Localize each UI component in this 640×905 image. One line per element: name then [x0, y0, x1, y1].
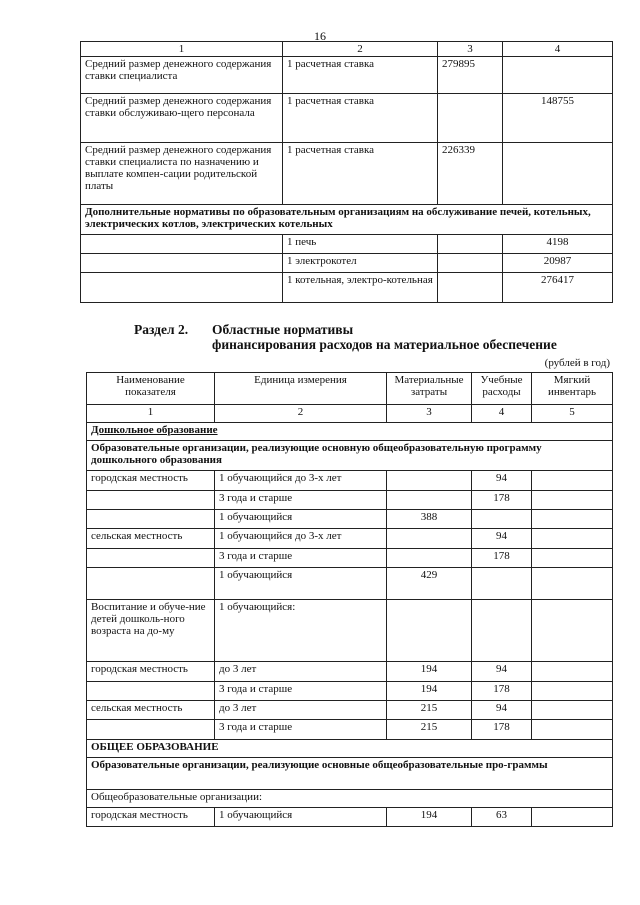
row-unit: 3 года и старше — [215, 720, 387, 740]
row-label: Средний размер денежного содержания ставки специалиста — [81, 57, 283, 94]
row-value — [532, 510, 613, 529]
row-value: 388 — [387, 510, 472, 529]
header-cell: Учебные расходы — [472, 373, 532, 405]
subheading: Дополнительные нормативы по образовательным организациям на обслуживание печей, котельных, электрических котлов, электрических котельных — [81, 205, 613, 235]
row-value: 94 — [472, 662, 532, 682]
row-label — [87, 720, 215, 740]
general-sub: Общеобразовательные организации: — [87, 790, 613, 808]
row-label: сельская местность — [87, 701, 215, 720]
row-value: 94 — [472, 471, 532, 491]
row-value: 194 — [387, 682, 472, 701]
row-value — [532, 600, 613, 662]
row-value — [438, 94, 503, 143]
row-value — [438, 254, 503, 273]
section-title-line1: Областные нормативы — [212, 322, 354, 337]
row-value: 4198 — [503, 235, 613, 254]
row-unit: 1 обучающийся — [215, 510, 387, 529]
row-value: 178 — [472, 682, 532, 701]
row-value — [532, 808, 613, 827]
row-unit: 1 котельная, электро-котельная — [283, 273, 438, 303]
row-unit: 1 печь — [283, 235, 438, 254]
row-value — [532, 662, 613, 682]
header-cell: Наименование показателя — [87, 373, 215, 405]
row-value: 194 — [387, 808, 472, 827]
row-label: Воспитание и обуче-ние детей дошколь-ного возраста на до-му — [87, 600, 215, 662]
row-label: городская местность — [87, 662, 215, 682]
section-heading — [134, 322, 557, 352]
row-value — [503, 57, 613, 94]
header-cell: 2 — [283, 42, 438, 57]
row-value — [532, 529, 613, 549]
preschool-org: Образовательные организации, реализующие основную общеобразовательную программу дошкольного образования — [87, 441, 613, 471]
row-unit: 3 года и старше — [215, 491, 387, 510]
row-value — [387, 491, 472, 510]
row-label — [87, 491, 215, 510]
row-value — [472, 568, 532, 600]
row-value: 215 — [387, 701, 472, 720]
row-value — [472, 510, 532, 529]
row-value: 178 — [472, 549, 532, 568]
header-num: 2 — [215, 405, 387, 423]
row-unit: 3 года и старше — [215, 682, 387, 701]
row-value: 276417 — [503, 273, 613, 303]
row-label — [81, 235, 283, 254]
row-label — [81, 254, 283, 273]
row-label — [87, 510, 215, 529]
row-value — [532, 549, 613, 568]
table-material-norms — [86, 372, 613, 827]
row-value — [532, 471, 613, 491]
header-cell: Материальные затраты — [387, 373, 472, 405]
row-value — [532, 682, 613, 701]
row-value — [387, 471, 472, 491]
row-label: сельская местность — [87, 529, 215, 549]
row-unit: 1 обучающийся — [215, 808, 387, 827]
row-value: 178 — [472, 720, 532, 740]
row-value: 215 — [387, 720, 472, 740]
row-unit: 1 электрокотел — [283, 254, 438, 273]
row-unit: 1 расчетная ставка — [283, 94, 438, 143]
header-cell: Мягкий инвентарь — [532, 373, 613, 405]
page-number: 16 — [314, 29, 326, 43]
header-num: 3 — [387, 405, 472, 423]
section-label: Раздел 2. — [134, 322, 189, 337]
row-value: 178 — [472, 491, 532, 510]
row-label — [81, 273, 283, 303]
preschool-title: Дошкольное образование — [87, 423, 613, 441]
unit-note: (рублей в год) — [544, 357, 610, 369]
header-num: 1 — [87, 405, 215, 423]
row-unit: 3 года и старше — [215, 549, 387, 568]
row-value — [387, 529, 472, 549]
header-num: 5 — [532, 405, 613, 423]
general-title: ОБЩЕЕ ОБРАЗОВАНИЕ — [87, 740, 613, 758]
row-value: 279895 — [438, 57, 503, 94]
row-unit: 1 расчетная ставка — [283, 143, 438, 205]
row-value — [503, 143, 613, 205]
row-value — [438, 235, 503, 254]
row-label: городская местность — [87, 808, 215, 827]
row-label — [87, 682, 215, 701]
row-label — [87, 568, 215, 600]
row-value: 226339 — [438, 143, 503, 205]
row-value — [387, 549, 472, 568]
row-value — [532, 720, 613, 740]
row-unit: 1 обучающийся: — [215, 600, 387, 662]
section-title-line2: финансирования расходов на материальное обеспечение — [212, 337, 557, 352]
row-unit: 1 обучающийся до 3-х лет — [215, 529, 387, 549]
row-unit: до 3 лет — [215, 701, 387, 720]
row-value — [532, 491, 613, 510]
row-value — [532, 701, 613, 720]
row-value — [387, 600, 472, 662]
header-cell: 3 — [438, 42, 503, 57]
row-unit: до 3 лет — [215, 662, 387, 682]
row-value: 194 — [387, 662, 472, 682]
row-value: 148755 — [503, 94, 613, 143]
header-cell: 1 — [81, 42, 283, 57]
row-value: 63 — [472, 808, 532, 827]
row-value — [472, 600, 532, 662]
row-value — [532, 568, 613, 600]
row-value: 94 — [472, 529, 532, 549]
row-label: Средний размер денежного содержания ставки обслуживаю-щего персонала — [81, 94, 283, 143]
header-cell: 4 — [503, 42, 613, 57]
header-cell: Единица измерения — [215, 373, 387, 405]
table-staff-norms — [80, 41, 613, 303]
row-unit: 1 обучающийся — [215, 568, 387, 600]
row-value: 20987 — [503, 254, 613, 273]
general-org: Образовательные организации, реализующие основные общеобразовательные про-граммы — [87, 758, 613, 790]
row-label — [87, 549, 215, 568]
header-num: 4 — [472, 405, 532, 423]
row-value — [438, 273, 503, 303]
row-label: Средний размер денежного содержания ставки специалиста по назначению и выплате компен-сации родительской платы — [81, 143, 283, 205]
row-value: 429 — [387, 568, 472, 600]
row-unit: 1 обучающийся до 3-х лет — [215, 471, 387, 491]
row-label: городская местность — [87, 471, 215, 491]
row-value: 94 — [472, 701, 532, 720]
row-unit: 1 расчетная ставка — [283, 57, 438, 94]
